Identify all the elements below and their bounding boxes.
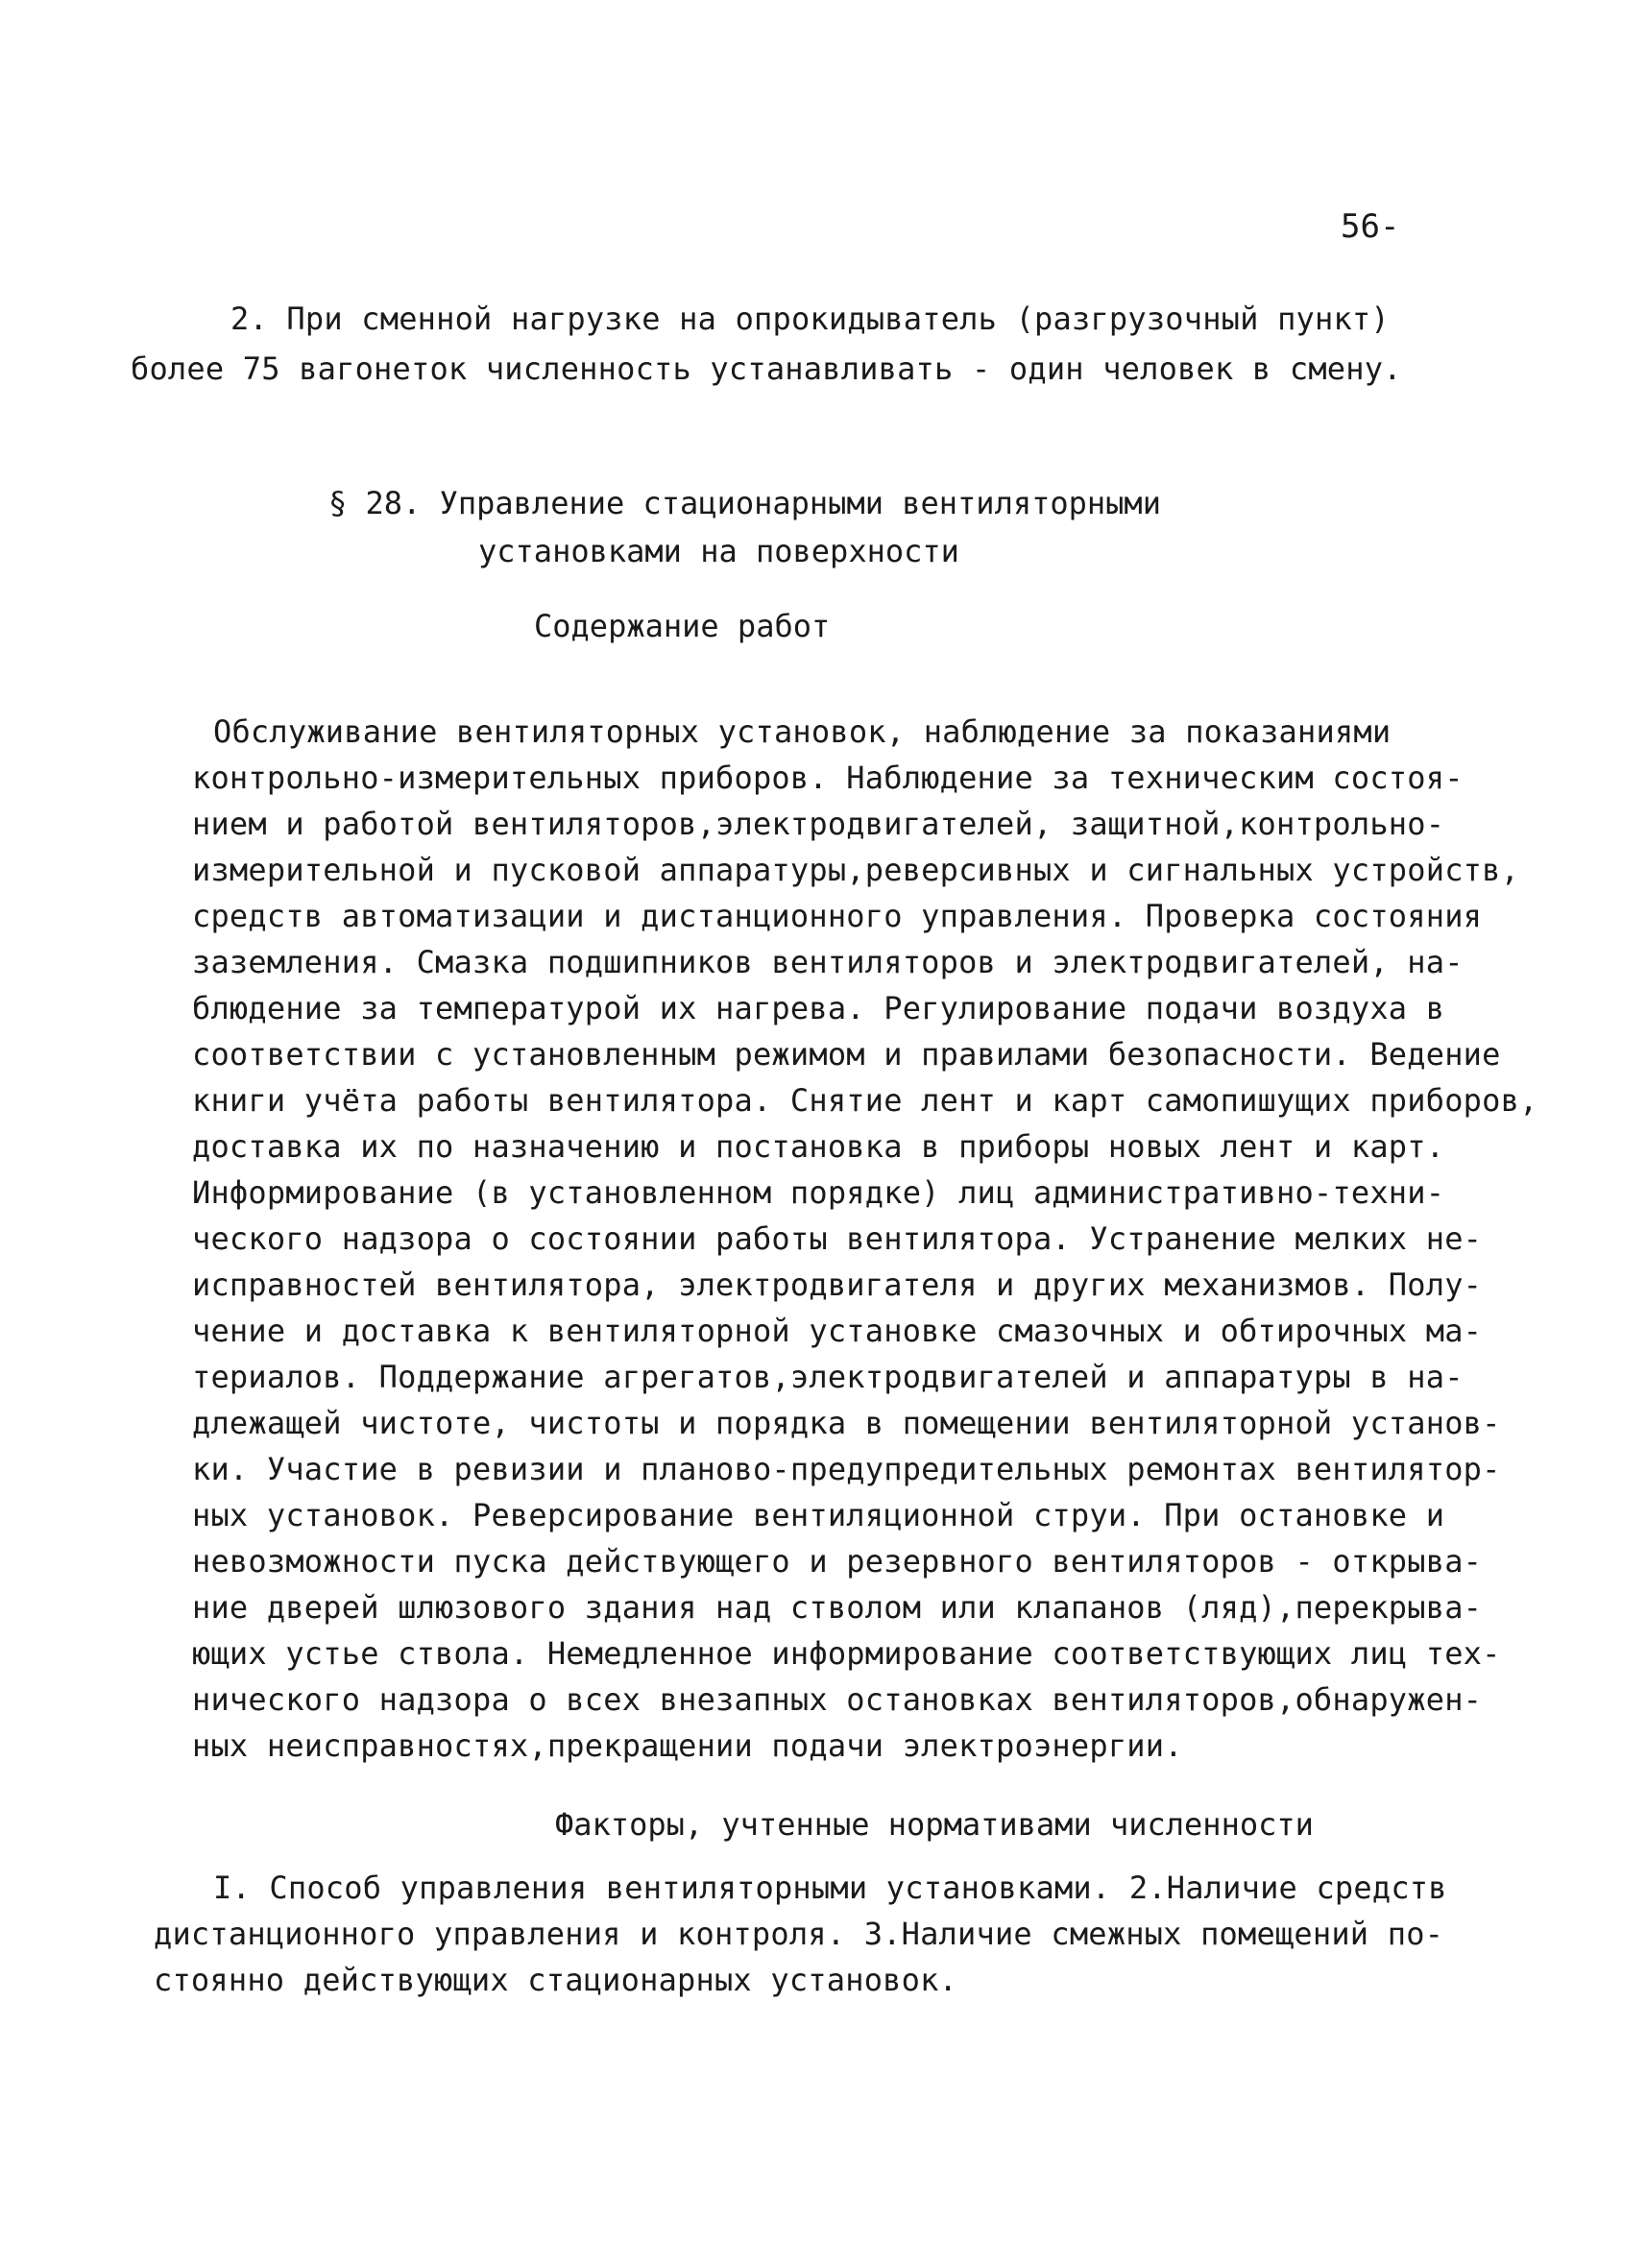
work-line: доставка их по назначению и постановка в приборы новых лент и карт. [192, 1128, 1445, 1165]
factors-line: стоянно действующих стационарных установок. [154, 1962, 958, 1998]
work-line: Информирование (в установленном порядке) лиц административно-техни- [192, 1174, 1445, 1211]
intro-line-2: более 75 вагонеток численность устанавливать - один человек в смену. [131, 350, 1402, 387]
page-number: 56- [1341, 207, 1400, 246]
work-line: Обслуживание вентиляторных установок, наблюдение за показаниями [213, 713, 1392, 750]
section-subtitle: Содержание работ [534, 608, 831, 644]
work-line: ческого надзора о состоянии работы вентилятора. Устранение мелких не- [192, 1220, 1483, 1257]
factors-title: Факторы, учтенные нормативами численности [555, 1806, 1314, 1843]
work-line: соответствии с установленным режимом и правилами безопасности. Ведение [192, 1036, 1501, 1073]
work-line: ных установок. Реверсирование вентиляционной струи. При остановке и [192, 1497, 1445, 1533]
work-line: контрольно-измерительных приборов. Наблюдение за техническим состоя- [192, 760, 1464, 796]
work-line: нием и работой вентиляторов,электродвигателей, защитной,контрольно- [192, 806, 1445, 842]
work-line: ных неисправностях,прекращении подачи электроэнергии. [192, 1727, 1183, 1764]
work-line: исправностей вентилятора, электродвигателя и других механизмов. Полу- [192, 1267, 1483, 1303]
work-line: книги учёта работы вентилятора. Снятие лент и карт самопишущих приборов, [192, 1082, 1538, 1119]
work-line: ющих устье ствола. Немедленное информирование соответствующих лиц тех- [192, 1635, 1501, 1672]
work-line: невозможности пуска действующего и резервного вентиляторов - открыва- [192, 1543, 1483, 1580]
work-line: длежащей чистоте, чистоты и порядка в помещении вентиляторной установ- [192, 1405, 1501, 1441]
work-line: заземления. Смазка подшипников вентиляторов и электродвигателей, на- [192, 944, 1464, 980]
work-line: средств автоматизации и дистанционного управления. Проверка состояния [192, 898, 1483, 934]
work-line: измерительной и пусковой аппаратуры,реверсивных и сигнальных устройств, [192, 852, 1520, 888]
intro-line-1: 2. При сменной нагрузке на опрокидыватель (разгрузочный пункт) [230, 301, 1390, 337]
section-title-line-1: § 28. Управление стационарными вентиляторными [328, 485, 1161, 521]
factors-line: дистанционного управления и контроля. 3.Наличие смежных помещений по- [154, 1916, 1444, 1952]
work-line: чение и доставка к вентиляторной установке смазочных и обтирочных ма- [192, 1313, 1483, 1349]
work-line: нического надзора о всех внезапных остановках вентиляторов,обнаружен- [192, 1681, 1483, 1718]
factors-line: I. Способ управления вентиляторными установками. 2.Наличие средств [213, 1870, 1447, 1906]
work-line: ние дверей шлюзового здания над стволом или клапанов (ляд),перекрыва- [192, 1589, 1483, 1626]
work-line: ки. Участие в ревизии и планово-предупредительных ремонтах вентилятор- [192, 1451, 1501, 1487]
section-title-line-2: установками на поверхности [478, 533, 959, 569]
work-line: блюдение за температурой их нагрева. Регулирование подачи воздуха в [192, 990, 1445, 1026]
work-line: териалов. Поддержание агрегатов,электродвигателей и аппаратуры в на- [192, 1359, 1464, 1395]
